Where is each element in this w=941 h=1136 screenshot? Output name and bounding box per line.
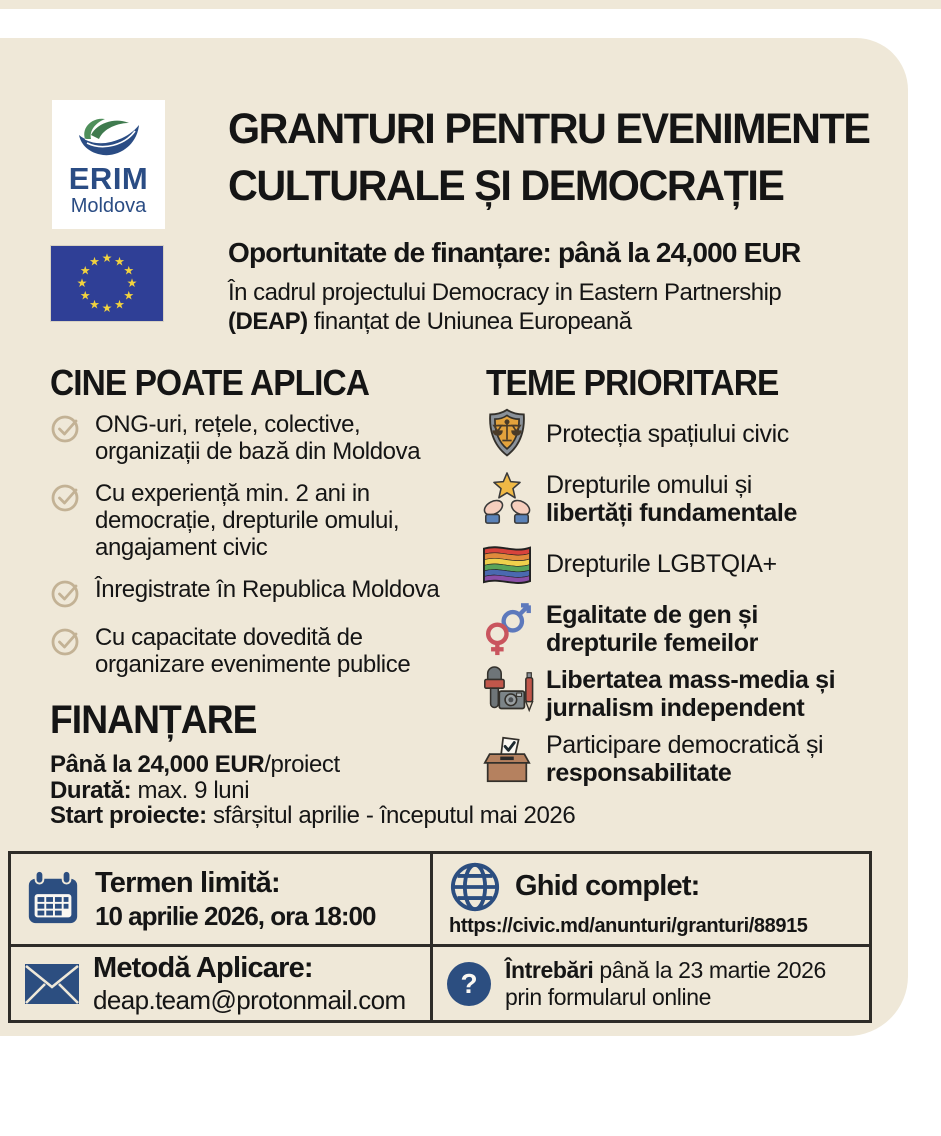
guide-cell (433, 854, 872, 947)
svg-text:★: ★ (79, 263, 91, 278)
eligibility-heading: CINE POATE APLICA (50, 362, 370, 403)
globe-icon (449, 861, 501, 913)
theme-item-text: Protecția spațiului civic (546, 420, 789, 448)
poster-title (228, 101, 896, 215)
svg-text:★: ★ (76, 276, 88, 290)
erim-swoosh-icon (71, 113, 147, 163)
list-item (478, 600, 910, 658)
funding-opportunity-subtitle: Oportunitate de finanțare: până la 24,000 EUR (228, 237, 801, 268)
financing-start: Start proiecte: sfârșitul aprilie - începutul mai 2026 (50, 802, 576, 829)
check-circle-icon (50, 577, 82, 609)
list-item (50, 576, 470, 609)
theme-item-text: Drepturile omului și libertăți fundamentale (546, 471, 797, 527)
theme-item-text: Participare democratică și responsabilitate (546, 731, 824, 787)
deadline-text (95, 867, 375, 932)
rainbow-flag-icon (478, 535, 536, 593)
project-description (228, 278, 781, 336)
check-circle-icon (50, 481, 82, 513)
financing-section (50, 698, 575, 829)
check-circle-icon (50, 625, 82, 657)
financing-duration: Durată: max. 9 luni (50, 776, 250, 804)
eligibility-list (50, 411, 470, 678)
financing-heading: FINANȚARE (50, 698, 257, 742)
erim-logo (52, 100, 165, 229)
list-item (50, 480, 470, 561)
check-circle-icon (50, 412, 82, 444)
theme-item-text: Egalitate de gen și drepturile femeilor (546, 601, 758, 657)
apply-cell (11, 947, 433, 1020)
svg-text:?: ? (460, 967, 478, 999)
guide-label: Ghid complet: (515, 870, 700, 902)
svg-text:★: ★ (114, 297, 125, 312)
svg-text:★: ★ (79, 288, 91, 303)
svg-text:★: ★ (101, 251, 113, 265)
project-acronym: (DEAP) (228, 308, 308, 335)
svg-text:★: ★ (123, 288, 135, 303)
calendar-icon (24, 869, 82, 929)
gender-equality-icon (478, 600, 536, 658)
eligibility-item-text: Cu capacitate dovedită de organizare evenimente publice (95, 624, 411, 678)
deadline-label: Termen limită: (95, 866, 280, 899)
erim-logo-region: Moldova (70, 194, 147, 217)
list-item (478, 535, 910, 593)
erim-logo-text: ERIM (68, 160, 149, 196)
title-line-2: CULTURALE ȘI DEMOCRAȚIE (228, 162, 784, 210)
svg-text:★: ★ (101, 301, 113, 315)
eligibility-item-text: ONG-uri, rețele, colective, organizații de bază din Moldova (95, 411, 421, 465)
question-icon (446, 961, 492, 1007)
svg-text:★: ★ (89, 254, 100, 269)
questions-text: Întrebări până la 23 martie 2026 prin formularul online (505, 956, 826, 1010)
financing-amount: Până la 24,000 EUR/proiect (50, 751, 340, 778)
questions-cell (433, 947, 872, 1020)
svg-text:★: ★ (89, 297, 100, 312)
hands-star-icon (478, 470, 536, 528)
theme-item-text: Drepturile LGBTQIA+ (546, 550, 777, 578)
contact-table (8, 851, 872, 1023)
svg-text:★: ★ (123, 263, 135, 278)
deadline-value: 10 aprilie 2026, ora 18:00 (95, 900, 376, 931)
title-line-1: GRANTURI PENTRU EVENIMENTE (228, 105, 870, 153)
list-item (478, 470, 910, 528)
eligibility-item-text: Cu experiență min. 2 ani in democrație, drepturile omului, angajament civic (95, 480, 400, 561)
shield-scales-icon (478, 405, 536, 463)
list-item (478, 405, 910, 463)
envelope-icon (24, 963, 80, 1005)
project-funder: finanțat de Uniunea Europeană (307, 308, 632, 335)
apply-label: Metodă Aplicare: (93, 951, 313, 984)
svg-text:★: ★ (114, 254, 125, 269)
eligibility-item-text: Înregistrate în Republica Moldova (95, 576, 440, 603)
project-line-2 (228, 307, 781, 336)
list-item (50, 411, 470, 465)
deadline-cell (11, 854, 433, 947)
guide-url-link[interactable]: https://civic.md/anunturi/granturi/88915 (449, 914, 808, 937)
svg-text:★: ★ (126, 276, 138, 290)
apply-email-link[interactable]: deap.team@protonmail.com (93, 984, 406, 1015)
theme-item-text: Libertatea mass-media și jurnalism independent (546, 666, 836, 722)
list-item (50, 624, 470, 678)
top-edge-strip (0, 0, 941, 9)
project-line-1: În cadrul projectului Democracy in Eastern Partnership (228, 279, 782, 306)
apply-text (93, 952, 406, 1016)
themes-heading: TEME PRIORITARE (486, 362, 779, 403)
eu-flag-icon (50, 245, 164, 322)
